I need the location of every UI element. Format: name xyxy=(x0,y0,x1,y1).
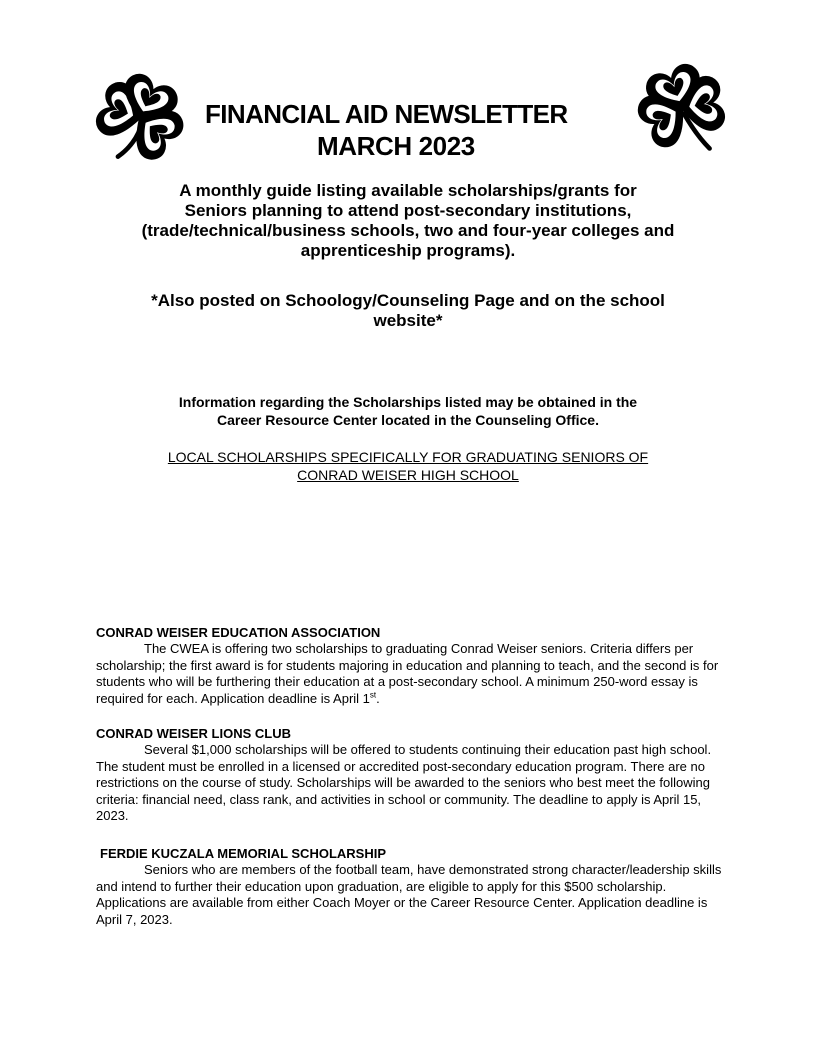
info-line: Information regarding the Scholarships listed may be obtained in the xyxy=(178,394,638,410)
scholarship-description: Seniors who are members of the football team, have demonstrated strong character/leadership skills and intend to further their education upon graduation, are eligible to apply for this $500 scholarship. Applications are available from either Coach Moyer or the Career Resource Center. Application deadline is April 7, 2023. xyxy=(96,862,722,927)
newsletter-date: MARCH 2023 xyxy=(317,131,475,161)
shamrock-icon xyxy=(636,62,728,154)
scholarship-cwea xyxy=(96,624,722,707)
posted-line: *Also posted on Schoology/Counseling Page and on the school xyxy=(151,291,665,310)
intro-line: apprenticeship programs). xyxy=(300,241,516,260)
intro-line: A monthly guide listing available scholarships/grants for xyxy=(179,181,637,200)
scholarship-name: FERDIE KUCZALA MEMORIAL SCHOLARSHIP xyxy=(100,846,386,861)
shamrock-icon xyxy=(94,72,186,164)
posted-notice xyxy=(80,291,736,331)
local-heading-line: LOCAL SCHOLARSHIPS SPECIFICALLY FOR GRADUATING SENIORS OF xyxy=(167,449,649,465)
info-text xyxy=(80,393,736,429)
local-scholarships-heading xyxy=(80,448,736,484)
posted-line: website* xyxy=(373,311,443,330)
newsletter-title: FINANCIAL AID NEWSLETTER xyxy=(205,99,568,129)
intro-text xyxy=(80,181,736,261)
intro-line: (trade/technical/business schools, two and four-year colleges and xyxy=(141,221,675,240)
scholarship-description xyxy=(96,641,722,707)
ordinal-suffix: st xyxy=(369,690,377,700)
scholarship-description: Several $1,000 scholarships will be offered to students continuing their education past high school. The student must be enrolled in a licensed or accredited post-secondary education program. There are no restrictions on the course of study. Scholarships will be awarded to the seniors who best meet the following criteria: financial need, class rank, and activities in school or community. The deadline to apply is April 15, 2023. xyxy=(96,742,712,824)
sentence-end: . xyxy=(376,690,380,706)
scholarship-name: CONRAD WEISER EDUCATION ASSOCIATION xyxy=(96,625,381,640)
intro-line: Seniors planning to attend post-secondary institutions, xyxy=(184,201,632,220)
scholarship-body: The CWEA is offering two scholarships to graduating Conrad Weiser seniors. Criteria differs per scholarship; the first award is for students majoring in education and planning to teach, and the second is for students who will be furthering their education at a post-secondary school. A minimum 250-word essay is required for each. Application deadline is April 1 xyxy=(96,641,719,706)
info-line: Career Resource Center located in the Counseling Office. xyxy=(217,412,599,428)
scholarship-name: CONRAD WEISER LIONS CLUB xyxy=(96,726,291,741)
local-heading-line: CONRAD WEISER HIGH SCHOOL xyxy=(297,467,519,483)
scholarship-lions-club xyxy=(96,725,722,825)
scholarship-kuczala xyxy=(96,845,722,928)
